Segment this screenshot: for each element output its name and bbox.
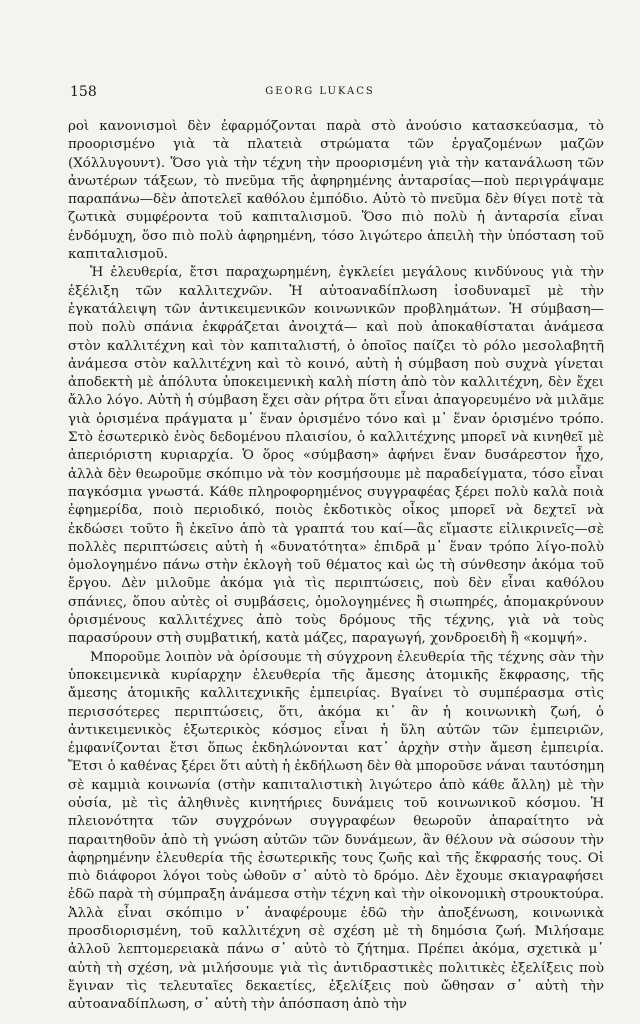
body-text: [68, 118, 604, 1015]
paragraph-2: Ἡ ἐλευθερία, ἔτσι παραχωρημένη, ἐγκλείει μεγάλους κινδύνους γιὰ τὴν ἐξέλιξη τῶν καλλιτεχνῶν. Ἡ αὐτοαναδίπλωση ἰσοδυναμεῖ μὲ τὴν ἐγκατάλειψη τῶν ἀντικειμενικῶν κοινωνικῶν προβλημάτων. Ἡ σύμβαση—ποὺ πολὺ σπάνια ἐκφράζεται ἀνοιχτά— καὶ ποὺ ἀποκαθίσταται ἀνάμεσα στὸν καλλιτέχνη καὶ τὸν καπιταλιστή, ὁ ὁποῖος παίζει τὸ ρόλο μεσολαβητῆ ἀνάμεσα στὸν καλλιτέχνη καὶ τὸ κοινό, αὐτὴ ἡ σύμβαση ποὺ συχνὰ γίνεται ἀποδεκτὴ μὲ ἀπόλυτα ὑποκειμενικὴ καλὴ πίστη ἀπὸ τὸν καλλιτέχνη, δὲν ἔχει ἄλλο λόγο. Αὐτὴ ἡ σύμβαση ἔχει σὰν ρήτρα ὅτι εἶναι ἀπαγορευμένο νὰ μιλᾶμε γιὰ ὁρισμένα πράγματα μ᾿ ἕναν ὁρισμένο τόνο καὶ μ᾿ ἕναν ὁρισμένο τρόπο. Στὸ ἐσωτερικὸ ἑνὸς δεδομένου πλαισίου, ὁ καλλιτέχνης μπορεῖ νὰ κινηθεῖ μὲ ἀπεριόριστη κυριαρχία. Ὁ ὅρος «σύμβαση» ἀφήνει ἕναν δυσάρεστον ἦχο, ἀλλὰ δὲν θεωροῦμε σκόπιμο νὰ τὸν κοσμήσουμε μὲ παραδείγματα, τόσο εἶναι παγκόσμια γνωστά. Κάθε πληροφορημένος συγγραφέας ξέρει πολὺ καλὰ ποιὰ ἐφημερίδα, ποιὸ περιοδικό, ποιὸς ἐκδοτικὸς οἶκος μπορεῖ νὰ δεχτεῖ νὰ ἐκδώσει τοῦτο ἢ ἐκεῖνο ἀπὸ τὰ γραπτά του καί—ἂς εἴμαστε εἰλικρινεῖς—σὲ πολλὲς περιπτώσεις αὐτὴ ἡ «δυνατότητα» ἐπιδρᾶ μ᾿ ἕναν τρόπο λίγο-πολὺ ὁμολογημένο πάνω στὴν ἐκλογὴ τοῦ θέματος καὶ ὡς τὴ σύνθεσην ἀκόμα τοῦ ἔργου. Δὲν μιλοῦμε ἀκόμα γιὰ τὶς περιπτώσεις, ποὺ δὲν εἶναι καθόλου σπάνιες, ὅπου αὐτὲς οἱ συμβάσεις, ὁμολογημένες ἢ σιωπηρές, ἀπομακρύνουν ὁρισμένους καλλιτέχνες ἀπὸ τοὺς δρόμους τῆς τέχνης, γιὰ νὰ τοὺς παρασύρουν στὴ συμβατική, κατὰ μάζες, παραγωγή, χονδροειδὴ ἢ «κομψή».: [68, 265, 604, 647]
running-head: [0, 84, 640, 104]
paragraph-3: Μποροῦμε λοιπὸν νὰ ὁρίσουμε τὴ σύγχρονη ἐλευθερία τῆς τέχνης σὰν τὴν ὑποκειμενικὰ κυρίαρχην ἐλευθερία τῆς ἄμεσης ἀτομικῆς ἔκφρασης, τῆς ἄμεσης ἀτομικῆς καλλιτεχνικῆς ἐμπειρίας. Βγαίνει τὸ συμπέρασμα στὶς περισσότερες περιπτώσεις, ὅτι, ἀκόμα κι᾿ ἂν ἡ κοινωνικὴ ζωή, ὁ ἀντικειμενικὸς ἐξωτερικὸς κόσμος εἶναι ἡ ὕλη αὐτῶν τῶν ἐμπειριῶν, ἐμφανίζονται ἔτσι ὅπως ἐκδηλώνονται κατ᾿ ἀρχὴν στὴν ἄμεση ἐμπειρία. Ἔτσι ὁ καθένας ξέρει ὅτι αὐτὴ ἡ ἐκδήλωση δὲν θὰ μποροῦσε νάναι ταυτόσημη σὲ καμμιὰ κοινωνία (στὴν καπιταλιστικὴ λιγώτερο ἀπὸ κάθε ἄλλη) μὲ τὴν οὐσία, μὲ τὶς ἀληθινὲς κινητήριες δυνάμεις τοῦ κοινωνικοῦ κόσμου. Ἡ πλειονότητα τῶν συγχρόνων συγγραφέων θεωροῦν ἀπαραίτητο νὰ παραιτηθοῦν ἀπὸ τὴ γνώση αὐτῶν τῶν δυνάμεων, ἂν θέλουν νὰ σώσουν τὴν ἀφηρημένην ἐλευθερία τῆς ἐσωτερικῆς τους ζωῆς καὶ τῆς ἔκφρασής τους. Οἱ πιὸ διάφοροι λόγοι τοὺς ὠθοῦν σ᾿ αὐτὸ τὸ δρόμο. Δὲν ἔχουμε σκιαγραφήσει ἐδῶ παρὰ τὴ σύμπραξη ἀνάμεσα στὴν τέχνη καὶ τὴν οἰκονομικὴ στρουκτούρα. Ἀλλὰ εἶναι σκόπιμο ν᾿ ἀναφέρουμε ἐδῶ τὴν ἀποξένωση, κοινωνικὰ προσδιορισμένη, τοῦ καλλιτέχνη σὲ σχέση μὲ τὴ δημόσια ζωή. Μιλήσαμε ἀλλοῦ λεπτομερειακὰ πάνω σ᾿ αὐτὸ τὸ ζήτημα. Πρέπει ἀκόμα, σχετικὰ μ᾿ αὐτὴ τὴ σχέση, νὰ μιλήσουμε γιὰ τὶς ἀντιδραστικὲς πολιτικὲς ἐξελίξεις ποὺ ἔγιναν τὶς τελευταῖες δεκαετίες, ἐξελίξεις ποὺ ὤθησαν σ᾿ αὐτὴ τὴν αὐτοαναδίπλωση, σ᾿ αὐτὴ τὴν ἀπόσπαση ἀπὸ τὴν: [68, 649, 604, 1013]
running-title: GEORG LUKACS: [265, 86, 375, 97]
paragraph-1: ροὶ κανονισμοὶ δὲν ἐφαρμόζονται παρὰ στὸ ἀνούσιο κατασκεύασμα, τὸ προορισμένο γιὰ τὰ πλατειὰ στρώματα τῶν ἐργαζομένων μαζῶν (Χόλλυγουντ). Ὅσο γιὰ τὴν τέχνη τὴν προορισμένη γιὰ τὴν κατανάλωση τῶν ἀνωτέρων τάξεων, τὸ πνεῦμα τῆς ἀφηρημένης ἀνταρσίας—ποὺ περιγράψαμε παραπάνω—δὲν ἀποτελεῖ καθόλου ἐμπόδιο. Αὐτὸ τὸ πνεῦμα δὲν θίγει ποτὲ τὰ ζωτικὰ συμφέροντα τοῦ καπιταλισμοῦ. Ὅσο πιὸ πολὺ ἡ ἀνταρσία εἶναι ἐνδόμυχη, ὅσο πιὸ πολὺ ἀφηρημένη, τόσο λιγώτερο ἀπειλὴ τὴν ὑπόσταση τοῦ καπιταλισμοῦ.: [68, 119, 604, 263]
page-number: 158: [70, 84, 97, 100]
